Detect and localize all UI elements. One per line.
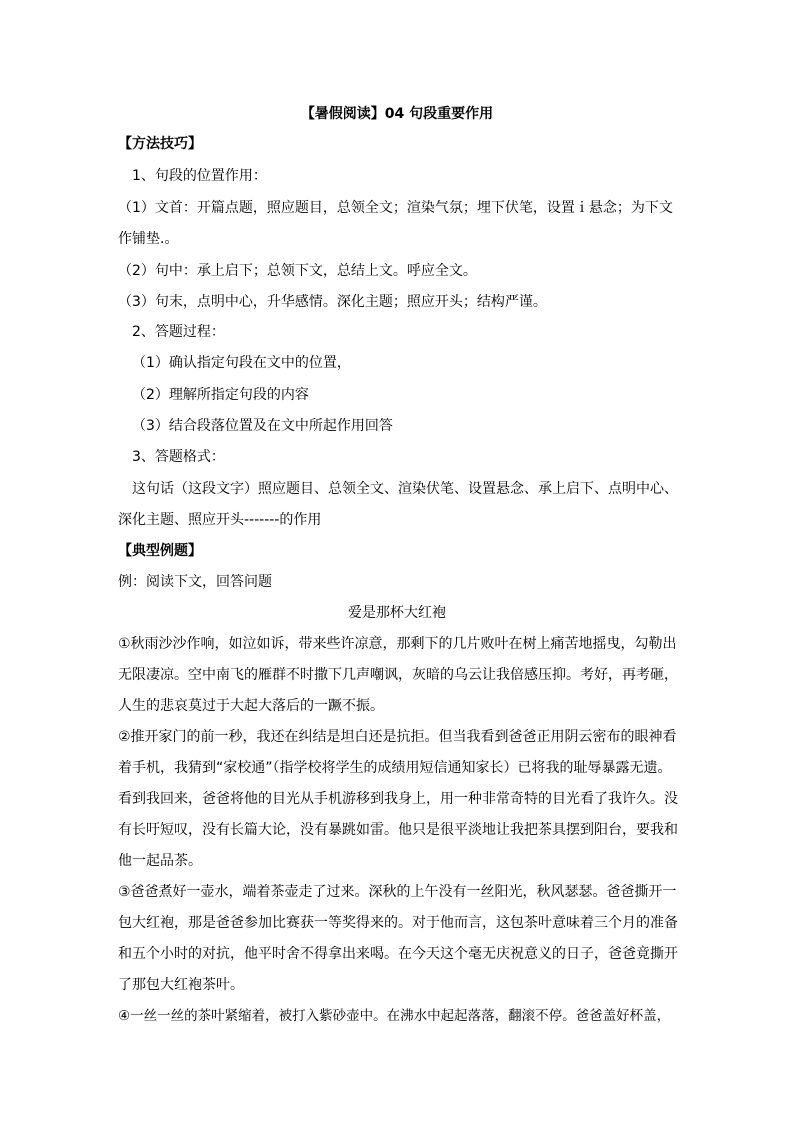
paragraph-3-line-1: ③爸爸煮好一壶水，端着茶壶走了过来。深秋的上午没有一丝阳光，秋风瑟瑟。爸爸撕开一 (118, 884, 677, 900)
paragraph-3-line-3: 和五个小时的对抗，他平时舍不得拿出来喝。在今天这个毫无庆祝意义的日子，爸爸竟撕开 (118, 946, 678, 962)
paragraph-2-line-4: 有长吁短叹，没有长篇大论，没有暴跳如雷。他只是很平淡地让我把茶具摆到阳台，要我和 (118, 822, 678, 838)
section-heading-method: 【方法技巧】 (118, 136, 202, 152)
item3-heading: 3、答题格式： (132, 449, 225, 465)
item3-line1: 这句话（这段文字）照应题目、总领全文、渲染伏笔、设置悬念、承上启下、点明中心、 (132, 481, 678, 497)
paragraph-1-line-1: ①秋雨沙沙作响，如泣如诉，带来些许凉意，那剩下的几片败叶在树上痛苦地摇曳，勾勒出 (118, 636, 677, 652)
paragraph-2-line-5: 他一起品茶。 (118, 853, 202, 869)
paragraph-2-line-3: 看到我回来，爸爸将他的目光从手机游移到我身上，用一种非常奇特的目光看了我许久。没 (118, 791, 678, 807)
paragraph-1-line-2: 无限凄凉。空中南飞的雁群不时撒下几声嘲讽，灰暗的乌云让我倍感压抑。考好，再考砸， (118, 667, 678, 683)
paragraph-3-line-2: 包大红袍，那是爸爸参加比赛获一等奖得来的。对于他而言，这包茶叶意味着三个月的准备 (118, 915, 678, 931)
paragraph-1-line-3: 人生的悲哀莫过于大起大落后的一蹶不振。 (118, 698, 384, 714)
item1-line3: （3）句末，点明中心，升华感情。深化主题；照应开头；结构严谨。 (118, 294, 547, 310)
item1-heading: 1、句段的位置作用： (132, 168, 267, 184)
item1-line1: （1）文首：开篇点题，照应题目，总领全文；渲染气氛；埋下伏笔，设置ｉ悬念；为下文 (118, 200, 673, 216)
item3-line2: 深化主题、照应开头-------的作用 (118, 512, 322, 528)
section-heading-example: 【典型例题】 (118, 543, 202, 559)
item1-line2: （2）句中：承上启下；总领下文，总结上文。呼应全文。 (118, 263, 477, 279)
example-intro: 例：阅读下文，回答问题 (118, 574, 272, 590)
item2-step1: （1）确认指定句段在文中的位置， (132, 355, 351, 371)
document-title: 【暑假阅读】04 句段重要作用 (300, 106, 494, 122)
item2-heading: 2、答题过程： (132, 324, 225, 340)
paragraph-2-line-2: 着手机，我猜到“家校通”（指学校将学生的成绩用短信通知家长）已将我的耻辱暴露无遗。 (118, 760, 672, 776)
paragraph-4-line-1: ④一丝一丝的茶叶紧缩着，被打入紫砂壶中。在沸水中起起落落，翻滚不停。爸爸盖好杯盖， (118, 1008, 671, 1024)
story-title: 爱是那杯大红袍 (348, 605, 446, 621)
paragraph-2-line-1: ②推开家门的前一秒，我还在纠结是坦白还是抗拒。但当我看到爸爸正用阴云密布的眼神看 (118, 729, 677, 745)
item2-step3: （3）结合段落位置及在文中所起作用回答 (132, 418, 393, 434)
item1-line1-continued: 作铺垫.。 (118, 231, 179, 247)
item2-step2: （2）理解所指定句段的内容 (132, 387, 309, 403)
paragraph-3-line-4: 了那包大红袍茶叶。 (118, 977, 244, 993)
